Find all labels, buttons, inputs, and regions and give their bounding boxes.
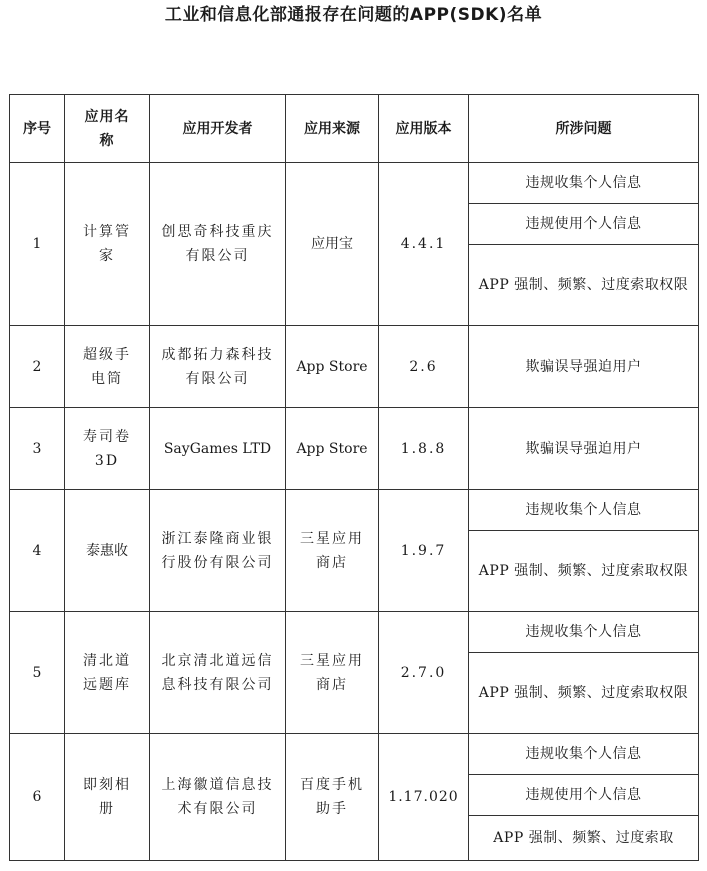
table-row <box>10 490 699 531</box>
table-row <box>10 163 699 204</box>
row-app-name-text: 超级手电筒 <box>83 346 131 387</box>
row-app-name <box>65 326 150 408</box>
row-index: 1 <box>10 163 65 326</box>
row-version: 1.8.8 <box>379 408 469 490</box>
header-app-name-text: 应用名称 <box>84 108 130 149</box>
document-title: 工业和信息化部通报存在问题的APP(SDK)名单 <box>164 5 543 25</box>
row-developer-text: 浙江泰隆商业银行股份有限公司 <box>161 530 274 571</box>
table-row <box>10 326 699 408</box>
row-developer-text: 上海徽道信息技术有限公司 <box>161 777 274 817</box>
row-developer <box>150 734 286 861</box>
row-issue: 违规收集个人信息 <box>469 490 699 531</box>
row-developer-text: 成都拓力森科技有限公司 <box>161 346 274 387</box>
row-source: App Store <box>286 408 379 490</box>
header-index: 序号 <box>10 95 65 163</box>
table-row <box>10 408 699 490</box>
row-source-text: 百度手机助手 <box>300 777 364 817</box>
row-developer: SayGames LTD <box>150 408 286 490</box>
row-version: 2.6 <box>379 326 469 408</box>
row-source: App Store <box>286 326 379 408</box>
row-app-name <box>65 612 150 734</box>
header-issues: 所涉问题 <box>469 95 699 163</box>
row-app-name-text: 清北道远题库 <box>83 652 131 693</box>
row-issue: 违规收集个人信息 <box>469 734 699 775</box>
row-issue: 违规使用个人信息 <box>469 204 699 245</box>
row-developer <box>150 326 286 408</box>
row-issue: APP 强制、频繁、过度索取 <box>469 816 699 861</box>
table-row <box>10 734 699 775</box>
row-version: 2.7.0 <box>379 612 469 734</box>
table-header-row <box>10 95 699 163</box>
row-source <box>286 734 379 861</box>
row-app-name <box>65 734 150 861</box>
row-source-text: 三星应用商店 <box>300 530 364 571</box>
row-index: 5 <box>10 612 65 734</box>
row-source <box>286 490 379 612</box>
row-index: 4 <box>10 490 65 612</box>
row-issue: 违规使用个人信息 <box>469 775 699 816</box>
row-issue: 违规收集个人信息 <box>469 612 699 653</box>
row-app-name-text: 计算管家 <box>83 224 131 264</box>
row-source <box>286 612 379 734</box>
row-developer <box>150 612 286 734</box>
row-app-name-text: 即刻相册 <box>83 777 131 817</box>
row-developer <box>150 490 286 612</box>
header-source: 应用来源 <box>286 95 379 163</box>
row-developer <box>150 163 286 326</box>
row-issue: 欺骗误导强迫用户 <box>469 326 699 408</box>
row-issue: 违规收集个人信息 <box>469 163 699 204</box>
row-version: 1.17.020 <box>379 734 469 861</box>
row-version: 1.9.7 <box>379 490 469 612</box>
header-developer: 应用开发者 <box>150 95 286 163</box>
row-index: 2 <box>10 326 65 408</box>
row-index: 3 <box>10 408 65 490</box>
row-developer-text: 北京清北道远信息科技有限公司 <box>161 652 274 693</box>
header-app-name <box>65 95 150 163</box>
row-app-name: 泰惠收 <box>65 490 150 612</box>
row-source: 应用宝 <box>286 163 379 326</box>
row-source-text: 三星应用商店 <box>300 652 364 693</box>
app-report-table <box>9 94 699 861</box>
row-app-name-text: 寿司卷3D <box>83 428 131 469</box>
row-developer-text: 创思奇科技重庆有限公司 <box>161 224 274 264</box>
row-index: 6 <box>10 734 65 861</box>
table-row <box>10 612 699 653</box>
row-issue: 欺骗误导强迫用户 <box>469 408 699 490</box>
row-issue: APP 强制、频繁、过度索取权限 <box>469 245 699 326</box>
row-app-name <box>65 408 150 490</box>
row-issue: APP 强制、频繁、过度索取权限 <box>469 531 699 612</box>
header-version: 应用版本 <box>379 95 469 163</box>
row-version: 4.4.1 <box>379 163 469 326</box>
row-app-name <box>65 163 150 326</box>
row-issue: APP 强制、频繁、过度索取权限 <box>469 653 699 734</box>
